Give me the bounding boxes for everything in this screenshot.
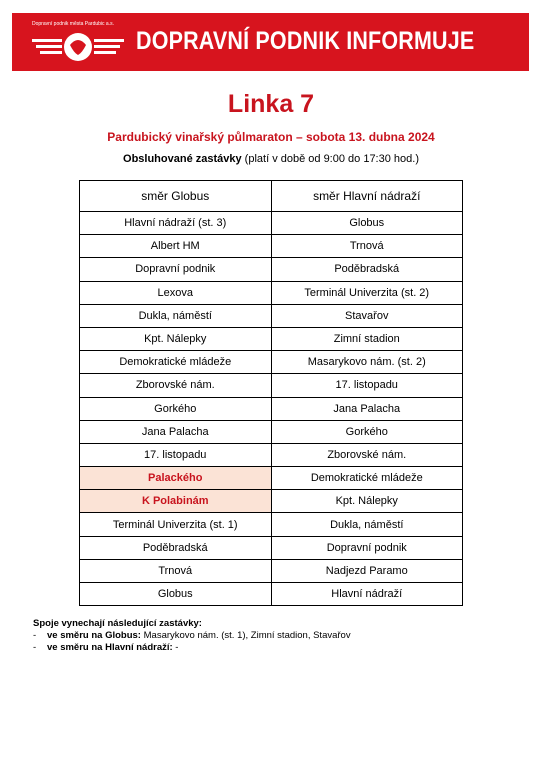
stops-note bbox=[0, 153, 542, 165]
column-header-hlavni-nadrazi: směr Hlavní nádraží bbox=[271, 181, 463, 212]
line-title: Linka 7 bbox=[227, 90, 315, 118]
stop-cell-globus: Kpt. Nálepky bbox=[80, 327, 272, 350]
stop-cell-globus: Dukla, náměstí bbox=[80, 304, 272, 327]
table-row bbox=[80, 351, 463, 374]
stop-cell-hlavni-nadrazi: Dukla, náměstí bbox=[271, 513, 463, 536]
skipped-item-value: Masarykovo nám. (st. 1), Zimní stadion, Stavařov bbox=[140, 630, 351, 641]
stop-cell-hlavni-nadrazi: Terminál Univerzita (st. 2) bbox=[271, 281, 463, 304]
stop-cell-hlavni-nadrazi: Globus bbox=[271, 212, 463, 235]
table-row bbox=[80, 443, 463, 466]
header-banner bbox=[12, 13, 529, 71]
table-row bbox=[80, 559, 463, 582]
table-row bbox=[80, 397, 463, 420]
stop-cell-hlavni-nadrazi: Masarykovo nám. (st. 2) bbox=[271, 351, 463, 374]
list-dash: - bbox=[33, 642, 37, 653]
stop-cell-globus: Jana Palacha bbox=[80, 420, 272, 443]
list-dash: - bbox=[33, 630, 37, 641]
skipped-item-label: ve směru na Globus: bbox=[47, 630, 141, 641]
stop-cell-hlavni-nadrazi: Zborovské nám. bbox=[271, 443, 463, 466]
stop-cell-globus: Demokratické mládeže bbox=[80, 351, 272, 374]
stop-cell-hlavni-nadrazi: Dopravní podnik bbox=[271, 536, 463, 559]
skipped-item-label: ve směru na Hlavní nádraží: bbox=[47, 642, 173, 653]
table-row bbox=[80, 583, 463, 606]
company-name: Dopravní podnik města Pardubic a.s. bbox=[32, 21, 114, 27]
table-row bbox=[80, 235, 463, 258]
stops-note-rest: (platí v době od 9:00 do 17:30 hod.) bbox=[241, 153, 419, 165]
stop-cell-globus: Poděbradská bbox=[80, 536, 272, 559]
table-row bbox=[80, 513, 463, 536]
skipped-stops-title: Spoje vynechají následující zastávky: bbox=[33, 618, 202, 629]
stop-cell-globus: 17. listopadu bbox=[80, 443, 272, 466]
stop-cell-globus: Globus bbox=[80, 583, 272, 606]
table-row bbox=[80, 212, 463, 235]
table-row bbox=[80, 258, 463, 281]
event-subtitle: Pardubický vinařský půlmaraton – sobota 13. dubna 2024 bbox=[107, 130, 435, 144]
stop-cell-hlavni-nadrazi: Zimní stadion bbox=[271, 327, 463, 350]
skipped-item-value: - bbox=[172, 642, 179, 653]
stop-cell-hlavni-nadrazi: 17. listopadu bbox=[271, 374, 463, 397]
stop-cell-globus: Hlavní nádraží (st. 3) bbox=[80, 212, 272, 235]
stop-cell-globus: K Polabinám bbox=[80, 490, 272, 513]
banner-title: DOPRAVNÍ PODNIK INFORMUJE bbox=[136, 27, 475, 55]
stop-cell-globus: Dopravní podnik bbox=[80, 258, 272, 281]
stop-cell-globus: Terminál Univerzita (st. 1) bbox=[80, 513, 272, 536]
table-row bbox=[80, 536, 463, 559]
skipped-item bbox=[33, 630, 351, 641]
skipped-stops bbox=[33, 618, 351, 653]
stop-cell-globus: Zborovské nám. bbox=[80, 374, 272, 397]
table-row bbox=[80, 281, 463, 304]
stop-cell-globus: Trnová bbox=[80, 559, 272, 582]
stop-cell-hlavni-nadrazi: Demokratické mládeže bbox=[271, 467, 463, 490]
table-row bbox=[80, 327, 463, 350]
stop-cell-hlavni-nadrazi: Stavařov bbox=[271, 304, 463, 327]
table-row bbox=[80, 467, 463, 490]
stop-cell-hlavni-nadrazi: Hlavní nádraží bbox=[271, 583, 463, 606]
table-row bbox=[80, 304, 463, 327]
stop-cell-hlavni-nadrazi: Nadjezd Paramo bbox=[271, 559, 463, 582]
table-header-row bbox=[80, 181, 463, 212]
stop-cell-hlavni-nadrazi: Trnová bbox=[271, 235, 463, 258]
stop-cell-hlavni-nadrazi: Kpt. Nálepky bbox=[271, 490, 463, 513]
stop-cell-globus: Albert HM bbox=[80, 235, 272, 258]
stop-cell-globus: Gorkého bbox=[80, 397, 272, 420]
stop-cell-hlavni-nadrazi: Jana Palacha bbox=[271, 397, 463, 420]
skipped-item bbox=[33, 642, 351, 653]
stop-cell-hlavni-nadrazi: Poděbradská bbox=[271, 258, 463, 281]
stop-cell-hlavni-nadrazi: Gorkého bbox=[271, 420, 463, 443]
stop-cell-globus: Palackého bbox=[80, 467, 272, 490]
table-row bbox=[80, 374, 463, 397]
stops-note-bold: Obsluhované zastávky bbox=[123, 153, 242, 165]
stops-table bbox=[79, 180, 463, 606]
table-row bbox=[80, 490, 463, 513]
table-row bbox=[80, 420, 463, 443]
column-header-globus: směr Globus bbox=[80, 181, 272, 212]
stop-cell-globus: Lexova bbox=[80, 281, 272, 304]
